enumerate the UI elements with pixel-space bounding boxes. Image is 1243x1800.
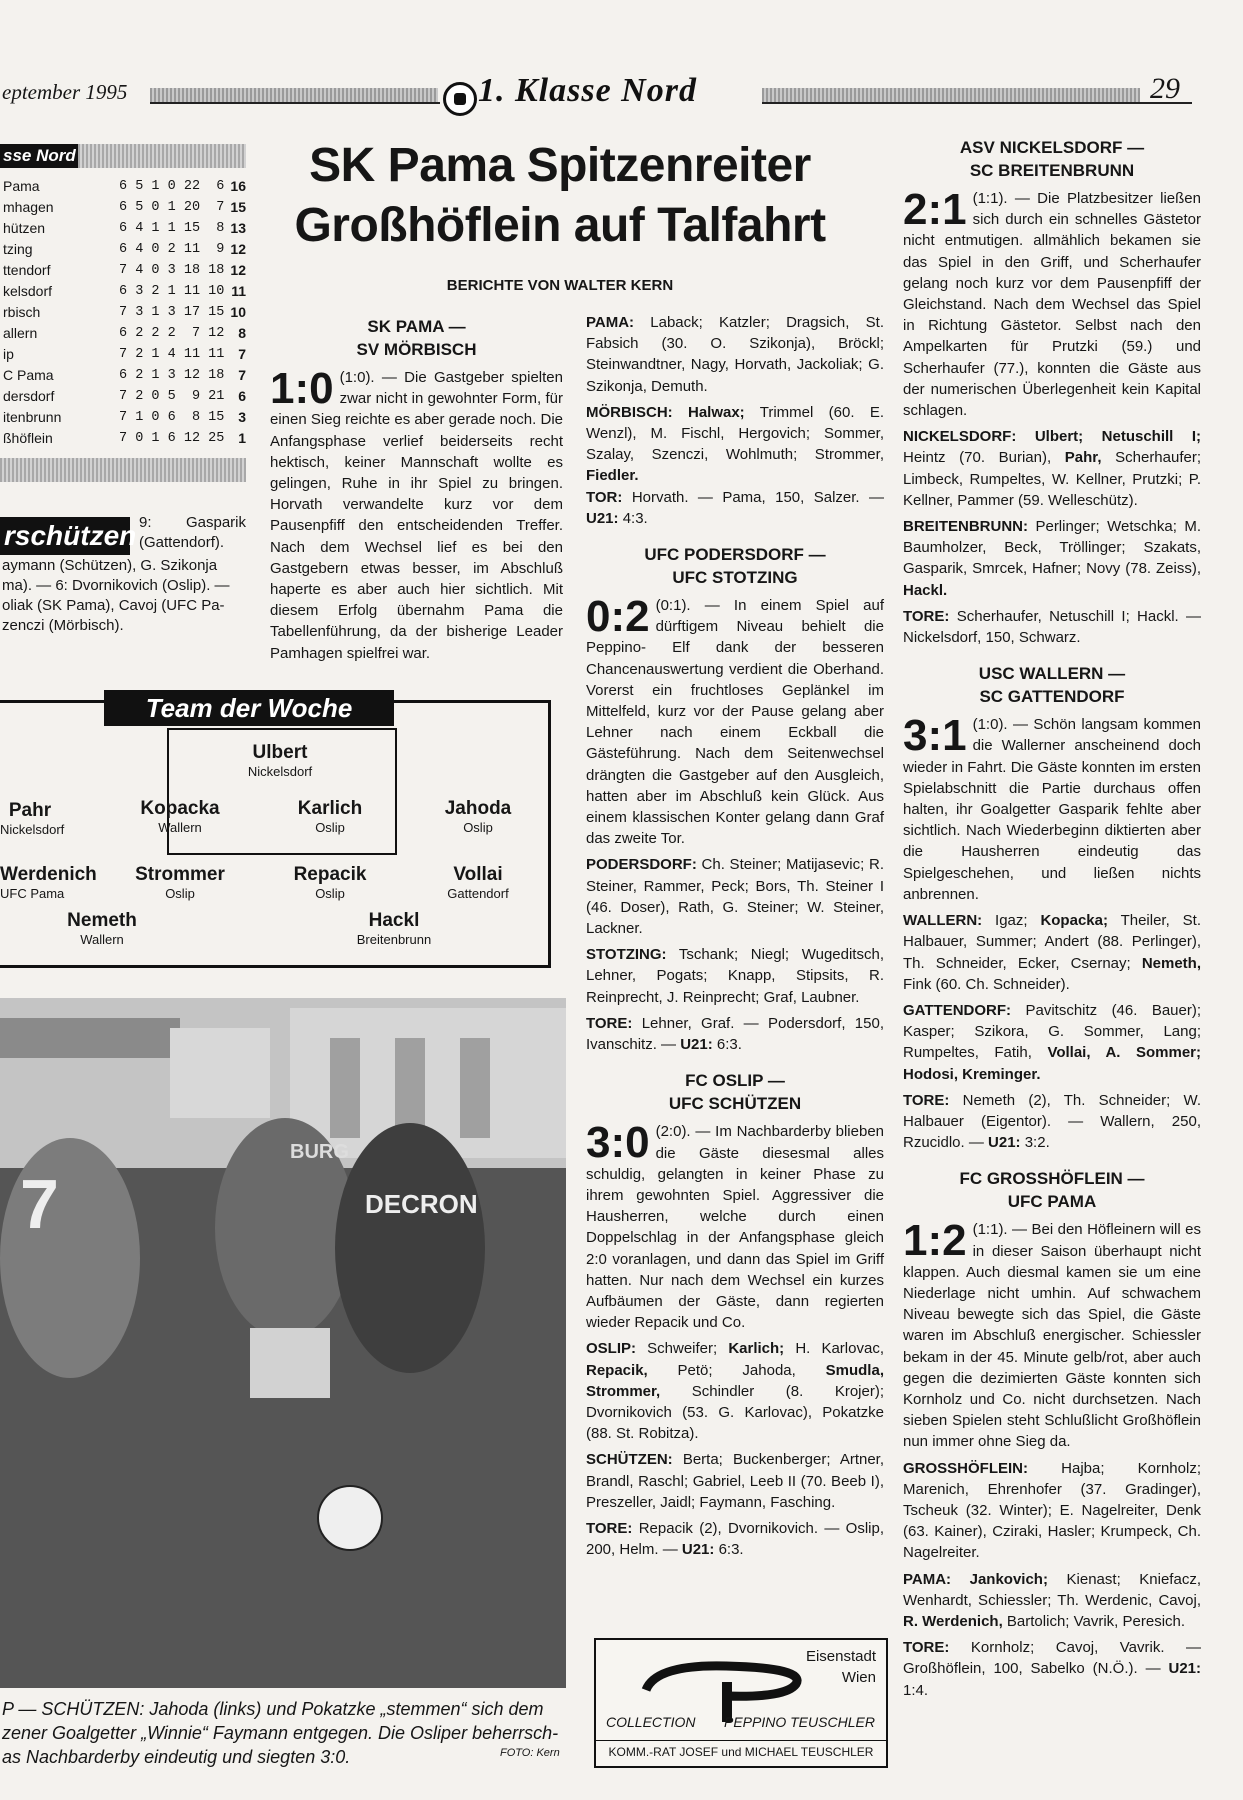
u21-score: 4:3. bbox=[622, 509, 648, 527]
lineup-text: Schweifer; bbox=[647, 1340, 718, 1358]
scorers-line: oliak (SK Pama), Cavoj (UFC Pa- bbox=[2, 597, 225, 614]
table-row bbox=[0, 197, 246, 218]
u21-score: 3:2. bbox=[1024, 1134, 1050, 1152]
player-name: Pahr bbox=[8, 800, 52, 821]
lineup bbox=[903, 1569, 1201, 1633]
lineup bbox=[586, 402, 884, 487]
lineup bbox=[586, 1338, 884, 1444]
lineup-text: Laback; Katzler; Dragsich, St. Fabsich (30. O. Szikonja), Bröckl; Steinwandtner, Nagy, Horvath, Jackoliak; G. Szikonja, Demuth. bbox=[586, 314, 884, 395]
u21-label: U21: bbox=[681, 1541, 715, 1559]
table-team: ip bbox=[3, 346, 14, 362]
table-points: 13 bbox=[230, 220, 246, 236]
table-row bbox=[0, 428, 246, 449]
lineup bbox=[586, 312, 884, 397]
lineup-label: PAMA: Jankovich; bbox=[903, 1570, 1048, 1588]
player-card bbox=[37, 910, 167, 948]
lineup-bold: R. Werdenich, bbox=[903, 1612, 1003, 1630]
photo-building bbox=[170, 1028, 270, 1118]
player-card bbox=[0, 864, 97, 902]
lineup bbox=[586, 854, 884, 939]
ad-logo-icon bbox=[636, 1652, 816, 1722]
table-points: 11 bbox=[231, 283, 246, 299]
table-row bbox=[0, 302, 246, 323]
game-away: SC GATTENDORF bbox=[979, 687, 1125, 707]
lineup-label: NICKELSDORF: Ulbert; Netuschill I; bbox=[903, 428, 1201, 446]
scorers-line: ma). — 6: Dvornikovich (Oslip). — bbox=[2, 577, 230, 594]
header-line-left bbox=[150, 102, 440, 104]
table-points: 16 bbox=[230, 178, 246, 194]
player-club: Breitenbrunn bbox=[356, 932, 432, 947]
table-team: ttendorf bbox=[3, 262, 51, 278]
player-club: Wallern bbox=[80, 932, 124, 947]
lineup-text: Heintz (70. Burian), bbox=[903, 449, 1052, 467]
table-team: dersdorf bbox=[3, 388, 55, 404]
player-club: Oslip bbox=[463, 820, 493, 835]
game-score: 1:0 bbox=[270, 364, 334, 413]
lineup-text: H. Karlovac, bbox=[795, 1340, 884, 1358]
goals-line bbox=[586, 1518, 884, 1560]
ad-cities bbox=[806, 1646, 876, 1688]
player-club: Gattendorf bbox=[447, 886, 509, 901]
game-score: 2:1 bbox=[903, 185, 967, 234]
game-home: ASV NICKELSDORF — bbox=[959, 138, 1145, 157]
report-text: (1:0). — Schön langsam kommen die Wallerner anscheinend doch wieder in Fahrt. Die Gäste konnten im ersten Spielabschnitt die Partie durchaus offen halten, ihr Goalgetter Gasparik fehlte aber sichtlich. Nach Wiederbeginn diktierten aber die Hausherren eindeutig das Spielgeschehen, und ließen nichts anbrennen. bbox=[903, 716, 1201, 903]
goals-text: Nemeth (2), Th. Schneider; W. Halbauer (Eigentor). — Wallern, 250, Rzucidlo. — bbox=[903, 1091, 1201, 1152]
player-card bbox=[115, 798, 245, 836]
u21-score: 1:4. bbox=[903, 1681, 929, 1699]
advertisement bbox=[594, 1638, 888, 1768]
lineup-text: Theiler, St. Halbauer, Summer; Andert (88. Perlinger), Th. Schneider, Ecker, Csernay; bbox=[903, 912, 1201, 972]
table-points: 6 bbox=[238, 388, 246, 404]
table-row bbox=[0, 218, 246, 239]
table-points: 7 bbox=[238, 346, 246, 362]
game-home: SK PAMA — bbox=[367, 317, 466, 336]
table-points: 10 bbox=[230, 304, 246, 320]
lineup-label: STOTZING: bbox=[586, 946, 667, 964]
table-stats: 7 4 0 3 18 18 bbox=[119, 263, 225, 278]
game-heading bbox=[903, 136, 1201, 182]
match-photo-illustration bbox=[0, 998, 566, 1688]
shirt-sponsor-2: DECRON bbox=[365, 1189, 478, 1219]
lineup-text: Petö; Jahoda, bbox=[677, 1361, 796, 1379]
u21-label: U21: bbox=[680, 1036, 713, 1054]
game-heading bbox=[903, 662, 1201, 708]
table-team: Pama bbox=[3, 178, 40, 194]
player-club: Nickelsdorf bbox=[247, 764, 313, 779]
report-column-1 bbox=[270, 315, 563, 669]
jersey-number: 7 bbox=[20, 1165, 59, 1243]
lineup-bold: Vollai, A. Sommer; Hodosi, Kreminger. bbox=[903, 1044, 1202, 1083]
lineup-label: BREITENBRUNN: bbox=[903, 518, 1028, 536]
u21-label: U21: bbox=[988, 1134, 1021, 1152]
byline: BERICHTE VON WALTER KERN bbox=[446, 277, 674, 294]
game-away: SC BREITENBRUNN bbox=[969, 161, 1135, 180]
photo-credit: FOTO: Kern bbox=[500, 1747, 560, 1759]
table-row bbox=[0, 260, 246, 281]
lineup-label: PODERSDORF: bbox=[586, 856, 697, 874]
player-card bbox=[413, 864, 543, 902]
shirt-sponsor-1: BURG bbox=[290, 1141, 349, 1163]
table-team: tzing bbox=[3, 241, 33, 257]
table-team: itenbrunn bbox=[3, 409, 62, 425]
player-club: Nickelsdorf bbox=[0, 822, 65, 837]
table-title: sse Nord bbox=[0, 144, 78, 168]
u21-label: U21: bbox=[586, 509, 619, 527]
table-team: kelsdorf bbox=[3, 283, 53, 299]
lineup-text: Kienast; Kniefacz, Wenhardt, Schiessler; Th. Werdenic, Cavoj, bbox=[903, 1570, 1201, 1609]
table-stats: 6 5 0 1 20 7 bbox=[119, 200, 225, 215]
table-row bbox=[0, 386, 246, 407]
table-stats: 7 1 0 6 8 15 bbox=[119, 410, 225, 425]
table-stats: 6 2 2 2 7 12 bbox=[119, 326, 225, 341]
report-text: (2:0). — Im Nachbarderby blieben die Gäste diesesmal alles schuldig, gelangten in keiner Phase zu ihrem gewohnten Spiel. Aggressiver die Hausherren, welche durch einen Doppelschlag in der Anfangsphase gleich 2:0 voranlagen, und dann das Spiel im Griff hatten. Nur nach dem Wechsel ein kurzes Aufbäumen der Gäste, dann regierten wieder Repacik und Co. bbox=[586, 1123, 884, 1332]
table-footer-stripe bbox=[0, 458, 246, 482]
goals-text: Scherhaufer, Netuschill I; Hackl. — Nickelsdorf, 150, Schwarz. bbox=[903, 607, 1202, 647]
table-row bbox=[0, 344, 246, 365]
lineup-bold: Smudla, Strommer, bbox=[586, 1361, 884, 1400]
scorers-line: aymann (Schützen), G. Szikonja bbox=[2, 557, 218, 574]
game-report bbox=[586, 592, 884, 849]
goals-text: Horvath. — Pama, 150, Salzer. — bbox=[631, 488, 884, 506]
match-photo bbox=[0, 998, 566, 1688]
header-rule-left bbox=[150, 88, 438, 102]
game-heading bbox=[586, 543, 884, 589]
lineup-text: Schindler (8. Krojer); Dvornikovich (53. G. Karlovac), Pokatzke (88. St. Robitza). bbox=[586, 1382, 884, 1443]
game-away: UFC PAMA bbox=[1007, 1192, 1097, 1212]
section-title: 1. Klasse Nord bbox=[478, 72, 697, 109]
ad-city: Wien bbox=[841, 1669, 876, 1686]
table-header-stripe bbox=[78, 144, 246, 168]
player-club: Oslip bbox=[315, 886, 345, 901]
lineup-bold: Karlich; bbox=[728, 1340, 785, 1358]
headline-line-1: SK Pama Spitzenreiter bbox=[309, 139, 811, 192]
report-text: (1:1). — Bei den Höfleinern will es in dieser Saison überhaupt nicht klappen. Auch diesmal kamen sie um eine Niederlage nicht umhin. Auf schwachem Niveau bewegte sich das Spiel, die Gäste waren im Abschluß energischer. Schiessler bekam in der 45. Minute gelb/rot, aber auch gegen die dezimierten Gäste konnten sich Kornholz und Co. nicht durchsetzen. Nach sieben Spielen steht Schlußlicht Großhöflein nun immer ohne Sieg da. bbox=[903, 1221, 1201, 1451]
table-stats: 7 3 1 3 17 15 bbox=[119, 305, 225, 320]
goals-label: TORE: bbox=[903, 1091, 950, 1109]
player-shorts bbox=[250, 1328, 330, 1398]
photo-roof bbox=[0, 1018, 180, 1058]
lineup-bold: Hackl. bbox=[903, 581, 948, 599]
table-stats: 7 0 1 6 12 25 bbox=[119, 431, 225, 446]
player-card bbox=[0, 800, 65, 838]
ad-right-text: PEPPINO TEUSCHLER bbox=[724, 1714, 875, 1730]
ad-city: Eisenstadt bbox=[805, 1648, 876, 1665]
u21-label: U21: bbox=[1168, 1660, 1202, 1678]
game-report bbox=[586, 1118, 884, 1333]
u21-score: 6:3. bbox=[716, 1036, 742, 1054]
league-table bbox=[0, 176, 246, 449]
player-name: Repacik bbox=[293, 864, 367, 885]
report-column-2 bbox=[586, 312, 884, 1565]
game-report bbox=[903, 185, 1201, 421]
table-team: hützen bbox=[3, 220, 46, 236]
player-card bbox=[413, 798, 543, 836]
table-points: 12 bbox=[230, 241, 246, 257]
report-text: (1:1). — Die Platzbesitzer ließen sich durch ein schnelles Gästetor nicht entmutigen. allmählich bekamen sie das Spiel in den Griff, und Scherhaufer gelang noch kurz vor dem Pausenpfiff der Gleichstand. Nach dem Wechsel das Spiel in Richtung Gästetor. Selbst nach den Ampelkarten für Prutzki (59.) und Scherhaufer (77.), konnten die Gäste aus der numerischen Überlegenheit kein Kapital schlagen. bbox=[903, 190, 1201, 420]
game-score: 0:2 bbox=[586, 592, 650, 642]
player-name: Vollai bbox=[453, 864, 503, 885]
lineup-text: Igaz; bbox=[995, 912, 1028, 930]
player-name: Hackl bbox=[368, 910, 420, 931]
photo-arch bbox=[460, 1038, 490, 1138]
scorers-first: 9: Gasparik (Gattendorf). bbox=[139, 514, 246, 551]
goals-text: Lehner, Graf. — Podersdorf, 150, Ivanschitz. — bbox=[586, 1014, 884, 1054]
player-card bbox=[115, 864, 245, 902]
table-stats: 6 4 1 1 15 8 bbox=[119, 221, 225, 236]
table-team: rbisch bbox=[3, 304, 41, 320]
table-points: 7 bbox=[238, 367, 246, 383]
goals-label: TORE: bbox=[903, 1639, 950, 1657]
lineup-label: GATTENDORF: bbox=[903, 1001, 1012, 1019]
lineup-label: OSLIP: bbox=[586, 1340, 637, 1358]
table-team: allern bbox=[3, 325, 38, 341]
issue-date: eptember 1995 bbox=[2, 80, 128, 104]
table-row bbox=[0, 176, 246, 197]
game-score: 3:1 bbox=[903, 711, 967, 761]
football bbox=[318, 1486, 382, 1550]
player-name: Jahoda bbox=[444, 798, 512, 819]
table-points: 15 bbox=[230, 199, 246, 215]
player-right bbox=[335, 1123, 485, 1373]
table-stats: 6 4 0 2 11 9 bbox=[119, 242, 225, 257]
player-name: Nemeth bbox=[67, 910, 137, 931]
goals-line bbox=[586, 487, 884, 529]
player-card bbox=[215, 742, 345, 780]
goals-line bbox=[903, 1637, 1201, 1701]
player-name: Strommer bbox=[135, 864, 225, 885]
lineup-label: WALLERN: bbox=[903, 912, 983, 930]
lineup-text: Berta; Buckenberger; Artner, Brandl, Raschl; Gabriel, Leeb II (70. Beeb I), Preszeller, Jaidl; Faymann, Fasching. bbox=[586, 1451, 885, 1511]
lineup bbox=[586, 1449, 884, 1513]
header-rule-right bbox=[762, 88, 1140, 102]
table-team: ßhöflein bbox=[3, 430, 53, 446]
lineup-bold: Nemeth, bbox=[1141, 954, 1201, 972]
headline bbox=[270, 136, 850, 256]
table-row bbox=[0, 281, 246, 302]
goals-label: TORE: bbox=[586, 1014, 633, 1032]
photo-arch bbox=[330, 1038, 360, 1138]
header-line-right bbox=[762, 102, 1192, 104]
football-icon bbox=[443, 82, 477, 116]
game-report bbox=[903, 1216, 1201, 1452]
player-club: Oslip bbox=[165, 886, 195, 901]
table-row bbox=[0, 323, 246, 344]
goals-label: TOR: bbox=[586, 488, 623, 506]
game-report bbox=[903, 711, 1201, 905]
u21-score: 6:3. bbox=[718, 1541, 744, 1559]
table-stats: 6 3 2 1 11 10 bbox=[119, 284, 225, 299]
lineup-label: MÖRBISCH: Halwax; bbox=[586, 403, 745, 421]
table-stats: 7 2 1 4 11 11 bbox=[119, 347, 225, 362]
headline-line-2: Großhöflein auf Talfahrt bbox=[294, 199, 826, 252]
lineup-text: Hajba; Kornholz; Marenich, Ehrenhofer (37. Gradinger), Tscheuk (32. Winter); E. Nagelreiter, Denk (63. Kainer), Cziraki, Hasler; Krumpeck, Ch. Nagelreiter. bbox=[903, 1459, 1201, 1562]
player-card bbox=[329, 910, 459, 948]
table-team: mhagen bbox=[3, 199, 54, 215]
lineup-text: Ch. Steiner; Matijasevic; R. Steiner, Rammer, Peck; Bors, Th. Steiner I (46. Doser), Rath, G. Steiner; W. Steiner, Lackner. bbox=[586, 856, 884, 938]
player-name: Werdenich bbox=[0, 864, 97, 885]
table-points: 8 bbox=[238, 325, 246, 341]
table-points: 1 bbox=[238, 430, 246, 446]
game-heading bbox=[270, 315, 563, 361]
lineup-bold: Kopacka; bbox=[1040, 912, 1108, 930]
lineup bbox=[903, 516, 1201, 601]
game-home: USC WALLERN — bbox=[978, 664, 1126, 684]
lineup-bold: Pahr, bbox=[1064, 449, 1102, 467]
lineup-label: GROSSHÖFLEIN: bbox=[903, 1459, 1029, 1477]
lineup-text: Perlinger; Wetschka; M. Baumholzer, Beck, Tröllinger; Szakats, Gasparik, Smrcek, Hafner; Novy (78. Zeiss), bbox=[903, 518, 1201, 578]
lineup-text: Pavitschitz (46. Bauer); Kasper; Szikora, G. Sommer, Lang; Rumpeltes, Fatih, bbox=[903, 1001, 1202, 1062]
goals-line bbox=[903, 606, 1201, 648]
goals-text: Kornholz; Cavoj, Vavrik. — Großhöflein, 100, Sabelko (N.Ö.). — bbox=[903, 1639, 1201, 1678]
goals-label: TORE: bbox=[903, 607, 950, 625]
goals-line bbox=[586, 1013, 884, 1055]
ad-left-text: COLLECTION bbox=[606, 1714, 696, 1730]
scorers-title: rschützen bbox=[0, 517, 130, 555]
player-club: Oslip bbox=[315, 820, 345, 835]
page-number: 29 bbox=[1150, 72, 1180, 105]
lineup-text: Scherhaufer; Limbeck, Rumpeltes, W. Kellner, Prutzki; P. Kellner, Pammer (59. Welleschütz). bbox=[903, 449, 1202, 509]
game-score: 1:2 bbox=[903, 1216, 967, 1266]
goals-line bbox=[903, 1090, 1201, 1154]
game-score: 3:0 bbox=[586, 1118, 650, 1168]
table-points: 12 bbox=[230, 262, 246, 278]
table-stats: 7 2 0 5 9 21 bbox=[119, 389, 225, 404]
game-home: UFC PODERSDORF — bbox=[644, 545, 826, 565]
lineup bbox=[903, 426, 1201, 511]
lineup bbox=[903, 1000, 1201, 1085]
player-name: Ulbert bbox=[252, 742, 308, 763]
report-column-3 bbox=[903, 136, 1201, 1706]
game-away: UFC STOTZING bbox=[672, 568, 798, 588]
table-stats: 6 2 1 3 12 18 bbox=[119, 368, 225, 383]
game-away: UFC SCHÜTZEN bbox=[668, 1094, 802, 1114]
game-report bbox=[270, 364, 563, 664]
lineup bbox=[903, 910, 1201, 995]
report-text: (0:1). — In einem Spiel auf dürftigem Niveau behielt die Peppino- Elf dank der besseren Chancenauswertung verdient die Oberhand. Vorerst ein fruchtloses Geplänkel im Mittelfeld, kurz vor der Pause gelang aber Lehner nach einem Eckball die Gästeführung. Nach dem Seitenwechsel drängten die Gastgeber auf den Ausgleich, hatten aber im Abschluß kein Glück. Aus einem klassischen Konter gelang dann Graf das zweite Tor. bbox=[586, 597, 884, 848]
game-away: SV MÖRBISCH bbox=[356, 340, 477, 359]
player-card bbox=[265, 864, 395, 902]
lineup bbox=[586, 944, 884, 1008]
table-row bbox=[0, 407, 246, 428]
lineup-text: Trimmel (60. E. Wenzl), M. Fischl, Hergovich; Sommer, Szalay, Szenczi, Wohlmuth; Strommer, bbox=[586, 403, 884, 464]
table-stats: 6 5 1 0 22 6 bbox=[119, 179, 225, 194]
scorers-line: zenczi (Mörbisch). bbox=[2, 617, 124, 634]
ad-footer: KOMM.-RAT JOSEF und MICHAEL TEUSCHLER bbox=[596, 1740, 886, 1759]
game-home: FC OSLIP — bbox=[685, 1071, 785, 1091]
game-heading bbox=[903, 1167, 1201, 1213]
table-points: 3 bbox=[238, 409, 246, 425]
lineup-label: PAMA: bbox=[586, 314, 635, 331]
player-club: UFC Pama bbox=[0, 886, 65, 901]
lineup-text: Tschank; Niegl; Wugeditsch, Lehner, Pogats; Knapp, Stipsits, R. Reinprecht, J. Reinprecht; Graf, Laubner. bbox=[586, 946, 884, 1006]
goals-text: Repacik (2), Dvornikovich. — Oslip, 200, Helm. — bbox=[586, 1519, 885, 1559]
lineup-bold: Fiedler. bbox=[586, 467, 639, 485]
report-text: (1:0). — Die Gastgeber spielten zwar nicht in gewohnter Form, für einen Sieg reichte es aber gerade noch. Die Anfangsphase verlief beiderseits recht hektisch, keiner Mannschaft wollte es gelingen, Ruhe in ihr Spiel zu bringen. Horvath verwandelte kurz vor dem Pausenpfiff den entscheidenden Treffer. Nach dem Wechsel lief es bei den Gastgebern etwas besser, im Abschluß haperte es aber auch hier sichtlich. Mit diesem Erfolg übernahm Pama die Tabellenführung, da der bisherige Leader Pamhagen spielfrei war. bbox=[270, 369, 563, 662]
lineup-label: SCHÜTZEN: bbox=[586, 1451, 673, 1469]
player-club: Wallern bbox=[158, 820, 202, 835]
table-team: C Pama bbox=[3, 367, 54, 383]
goals-label: TORE: bbox=[586, 1519, 633, 1537]
player-name: Kopacka bbox=[140, 798, 220, 819]
game-heading bbox=[586, 1069, 884, 1115]
team-of-week-title: Team der Woche bbox=[104, 690, 394, 726]
lineup bbox=[903, 1458, 1201, 1564]
lineup-bold: Repacik, bbox=[586, 1361, 648, 1379]
table-row bbox=[0, 239, 246, 260]
lineup-text: Fink (60. Ch. Schneider). bbox=[903, 975, 1070, 993]
lineup-text: Bartolich; Vavrik, Peresich. bbox=[1006, 1612, 1186, 1630]
scorers-list bbox=[2, 556, 246, 636]
photo-caption: P — SCHÜTZEN: Jahoda (links) und Pokatzke „stemmen“ sich dem zener Goalgetter „Winnie“ Faymann entgegen. Die Osliper beherrsch-as Nachbarderby eindeutig und siegten 3:0. bbox=[2, 1699, 559, 1767]
player-name: Karlich bbox=[297, 798, 363, 819]
table-row bbox=[0, 365, 246, 386]
player-card bbox=[265, 798, 395, 836]
game-home: FC GROSSHÖFLEIN — bbox=[959, 1169, 1145, 1189]
